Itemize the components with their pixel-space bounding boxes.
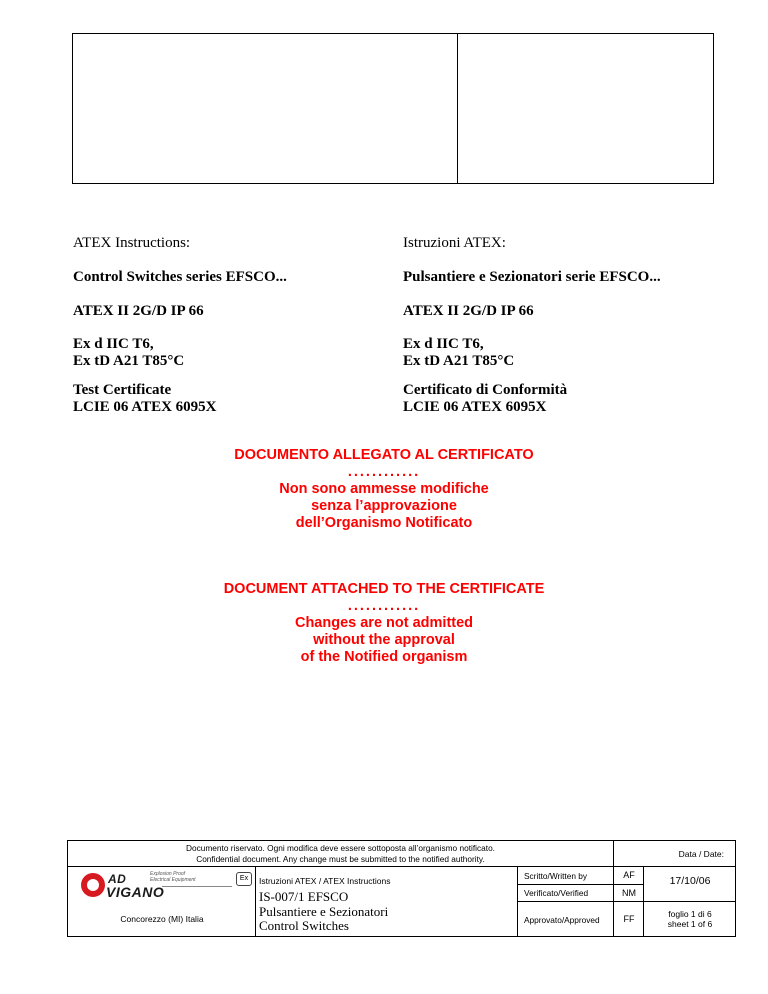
right-protection-1: Ex d IIC T6,: [403, 336, 484, 352]
logo-brand-bottom: VIGANO: [106, 884, 165, 900]
logo-tagline: [150, 872, 196, 883]
notice-italian: [0, 447, 768, 532]
left-heading: ATEX Instructions:: [73, 235, 191, 251]
header-frame-divider: [457, 34, 458, 183]
footer-logo-cell: [68, 867, 256, 937]
footer-notice-it: Documento riservato. Ogni modifica deve essere sottoposta all’organismo notificato.: [186, 843, 495, 853]
footer-date-label-cell: [614, 841, 736, 867]
company-logo-icon: [81, 873, 105, 897]
footer-doc-lines: [259, 890, 388, 934]
footer-document-cell: [256, 867, 518, 937]
left-cert-label: Test Certificate: [73, 382, 172, 398]
notice-english: [0, 581, 768, 666]
logo-tagline-2: Electrical Equipment: [150, 876, 196, 883]
footer-confidential-notice: [68, 841, 614, 867]
notice-it-dots: ............: [347, 464, 421, 480]
header-frame: [72, 33, 714, 184]
footer-sheet-info: [644, 909, 736, 929]
footer-date-rule: [644, 901, 736, 902]
logo-rule: [162, 886, 232, 887]
footer-verified-initials: NM: [622, 888, 636, 898]
footer-doc-name-it: Pulsantiere e Sezionatori: [259, 903, 389, 919]
notice-en-line1: Changes are not admitted: [294, 615, 474, 631]
footer-doc-code: IS-007/1 EFSCO: [259, 889, 349, 904]
notice-en-dots: ............: [347, 598, 421, 614]
notice-it-line1: Non sono ammesse modifiche: [279, 481, 489, 497]
footer-doc-name-en: Control Switches: [259, 918, 349, 933]
footer-roles-rule-2: [518, 901, 613, 902]
right-cert-number: LCIE 06 ATEX 6095X: [403, 399, 547, 415]
logo-brand-top: AD: [108, 872, 127, 886]
footer-initials-cell: [614, 867, 644, 937]
footer-written-label: Scritto/Written by: [524, 871, 588, 881]
left-cert-number: LCIE 06 ATEX 6095X: [73, 399, 217, 415]
left-atex-marking: ATEX II 2G/D IP 66: [73, 303, 204, 319]
notice-it-title: DOCUMENTO ALLEGATO AL CERTIFICATO: [234, 447, 534, 463]
footer-sheet-it: foglio 1 di 6: [668, 909, 712, 919]
footer-doc-title: Istruzioni ATEX / ATEX Instructions: [259, 876, 391, 886]
footer-title-block: [67, 840, 736, 937]
footer-verified-label: Verificato/Verified: [524, 888, 589, 898]
footer-date-label: Data / Date:: [678, 849, 724, 859]
footer-initials-rule-1: [614, 884, 643, 885]
footer-written-initials: AF: [623, 870, 635, 880]
footer-notice-en: Confidential document. Any change must be submitted to the notified authority.: [196, 853, 485, 864]
footer-city: Concorezzo (MI) Italia: [120, 914, 204, 924]
footer-sheet-en: sheet 1 of 6: [667, 919, 713, 929]
footer-roles-cell: [518, 867, 614, 937]
footer-date-cell: [644, 867, 736, 937]
notice-en-line2: without the approval: [313, 632, 455, 648]
footer-roles-rule-1: [518, 884, 613, 885]
right-product: Pulsantiere e Sezionatori serie EFSCO...: [403, 269, 661, 285]
right-heading: Istruzioni ATEX:: [403, 235, 506, 251]
notice-it-line2: senza l’approvazione: [311, 498, 457, 514]
left-product: Control Switches series EFSCO...: [73, 269, 287, 285]
footer-approved-initials: FF: [623, 914, 635, 924]
left-protection-2: Ex tD A21 T85°C: [73, 353, 185, 369]
footer-initials-rule-2: [614, 901, 643, 902]
notice-en-title: DOCUMENT ATTACHED TO THE CERTIFICATE: [223, 581, 545, 597]
ex-hexagon-icon: Ex: [236, 872, 252, 886]
left-protection-1: Ex d IIC T6,: [73, 336, 154, 352]
notice-it-line3: dell’Organismo Notificato: [295, 515, 473, 531]
right-cert-label: Certificato di Conformità: [403, 382, 568, 398]
logo-tagline-1: Explosion Proof: [150, 871, 186, 877]
footer-approved-label: Approvato/Approved: [524, 915, 600, 925]
notice-en-line3: of the Notified organism: [300, 649, 468, 665]
right-protection-2: Ex tD A21 T85°C: [403, 353, 515, 369]
right-atex-marking: ATEX II 2G/D IP 66: [403, 303, 534, 319]
footer-date-value: 17/10/06: [669, 875, 711, 887]
